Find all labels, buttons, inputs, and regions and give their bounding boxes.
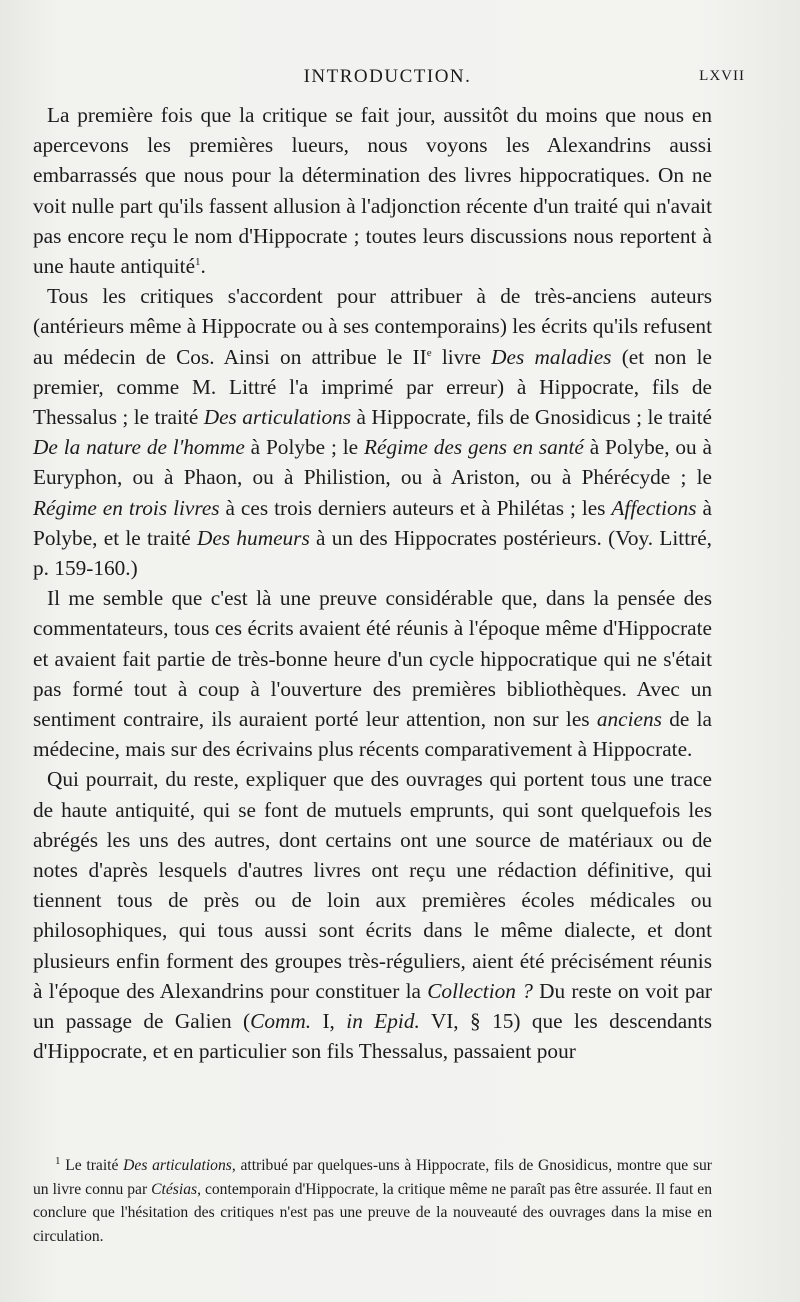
text-run: livre <box>431 344 492 369</box>
footnote <box>33 1154 712 1248</box>
text-run: à Polybe, ou à Euryphon, ou à Phaon, ou à Philistion, ou à Ariston, ou à Phérécyde ; le <box>33 435 713 490</box>
text-run: Tous les critiques s'accordent pour attribuer à de très-anciens auteurs (antérieurs même à Hippocrate ou à ses contemporains) les écrits qu'ils refusent au médecin de Cos. Ainsi on attribue le II <box>33 284 712 369</box>
italic-text: Des articulations <box>123 1157 232 1174</box>
italic-text: in Epid. <box>346 1009 420 1034</box>
body-text <box>33 100 712 1067</box>
italic-text: Des articulations <box>203 405 352 430</box>
italic-text: Des humeurs <box>197 525 310 550</box>
running-head-title: INTRODUCTION. <box>303 66 472 87</box>
paragraph <box>33 583 712 764</box>
superscript: 1 <box>55 1154 61 1167</box>
text-run: Le traité <box>60 1157 124 1174</box>
text-run: à un des Hippocrates postérieurs. (Voy. Littré, p. 159-160.) <box>33 525 712 581</box>
italic-text: Collection ? <box>427 978 533 1003</box>
text-run: , contemporain d'Hippocrate, la critique même ne paraît pas être assurée. Il faut en conclure que l'hésitation des critiques n'est pas une preuve de la nouveauté des ouvrages dans la mise en circulation. <box>33 1180 712 1245</box>
italic-text: Régime des gens en santé <box>364 435 584 460</box>
italic-text: Comm. <box>250 1009 312 1034</box>
italic-text: Régime en trois livres <box>33 495 220 520</box>
italic-text: Ctésias <box>151 1180 198 1198</box>
superscript: 1 <box>195 255 201 268</box>
text-run: à ces trois derniers auteurs et à Philétas ; les <box>219 495 612 520</box>
text-run: Du reste on voit par un passage de Galien ( <box>33 978 713 1034</box>
text-run: Qui pourrait, du reste, expliquer que des ouvrages qui portent tous une trace de haute antiquité, qui se font de mutuels emprunts, qui sont quelquefois les abrégés les uns des autres, dont certains ont une source de matériaux ou de notes d'après lesquels d'autres livres ont reçu une rédaction définitive, qui tiennent tous de près ou de loin aux premières écoles médicales ou philosophiques, qui tous aussi sont écrits dans le même dialecte, et dont plusieurs enfin forment des groupes très-réguliers, aient été précisément réunis à l'époque des Alexandrins pour constituer la <box>33 767 712 1003</box>
superscript: e <box>426 346 432 359</box>
text-run: à Polybe ; le <box>244 435 365 460</box>
paragraph <box>33 281 712 583</box>
text-run: à Polybe, et le traité <box>33 495 712 550</box>
text-run: de la médecine, mais sur des écrivains plus récents comparativement à Hippocrate. <box>33 707 712 762</box>
paragraph <box>33 764 712 1066</box>
italic-text: De la nature de l'homme <box>33 435 245 460</box>
text-run: VI, § 15) que les descendants d'Hippocrate, et en particulier son fils Thessalus, passaient pour <box>33 1009 712 1064</box>
italic-text: Affections <box>611 495 697 520</box>
text-run: . <box>200 254 206 279</box>
text-run: à Hippocrate, fils de Gnosidicus ; le traité <box>351 405 713 430</box>
text-run: (et non le premier, comme M. Littré l'a imprimé par erreur) à Hippocrate, fils de Thessalus ; le traité <box>33 344 712 430</box>
running-head <box>30 66 745 90</box>
paragraph <box>33 100 712 281</box>
text-run: Il me semble que c'est là une preuve considérable que, dans la pensée des commentateurs, tous ces écrits avaient été réunis à l'époque même d'Hippocrate et avaient fait partie de très-bonne heure d'un cycle hippocratique qui ne s'était pas formé tout à coup à l'ouverture des premières bibliothèques. Avec un sentiment contraire, ils auraient porté leur attention, non sur les <box>33 586 712 732</box>
text-run: , attribué par quelques-uns à Hippocrate, fils de Gnosidicus, montre que sur un livre connu par <box>33 1157 713 1198</box>
footnotes <box>33 1154 712 1248</box>
italic-text: Des maladies <box>491 344 612 369</box>
italic-text: anciens <box>596 707 662 732</box>
page-number: LXVII <box>699 68 745 84</box>
text-run: La première fois que la critique se fait jour, aussitôt du moins que nous en apercevons les premières lueurs, nous voyons les Alexandrins aussi embarrassés que nous pour la détermination des livres hippocratiques. On ne voit nulle part qu'ils fassent allusion à l'adjonction récente d'un traité qui n'avait pas encore reçu le nom d'Hippocrate ; toutes leurs discussions nous reportent à une haute antiquité <box>33 103 712 279</box>
text-run: I, <box>311 1009 347 1034</box>
